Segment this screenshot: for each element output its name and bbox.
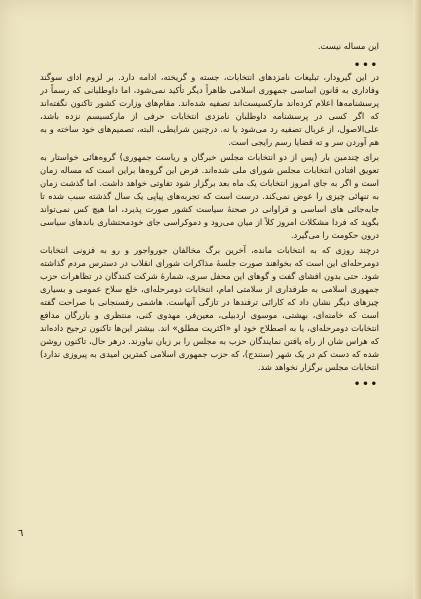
section-separator: •••: [353, 60, 379, 71]
section-separator-end: •••: [353, 379, 379, 390]
intro-line: این مساله نیست.: [317, 41, 379, 51]
page-number: ٦: [18, 528, 24, 539]
article-body: [40, 40, 379, 560]
page-edge-shadow: [413, 0, 421, 599]
paragraph-3: درچند روزی که به انتخابات مانده، آخرین برگ مخالفان جورواجور و رو به فزونی انتخابات دومرحله‌ای این است که بخواهند صورت جلسهٔ مذاکرات شورای انقلاب در دسترس مردم گذاشته شود. حتی بدون افشای گفت و گوهای این محفل سری، شمارهٔ شرکت کنندگان در تظاهرات حزب جمهوری اسلامی به طرفداری از سلامتی امام، انتخابات دومرحله‌ای، خلع سلاح عمومی و بسیاری چیزهای دیگر نشان داد که کارائی ترفندها در تازگی آنهاست. هاشمی رفسنجانی با صراحت گفته است که خامنه‌ای، بهشتی، موسوی اردبیلی، معین‌فر، مهدوی کنی، منتظری و بازرگان مدافع انتخابات دومرحله‌ای، یا به اصطلاح خود او «اکثریت مطلق» اند. بیشتر این‌ها تاکنون ترجیح داده‌اند که هراس شان از راه یافتن نمایندگان حزب به مجلس را بر زبان نیاورند. درهر حال، تاکنون روشن شده که دست کم در یک شهر (سنندج)، که حزب جمهوری اسلامی کمترین امیدی به پیروزی ندارد) انتخابات مجلس برگزار نخواهد شد.: [40, 245, 379, 372]
paragraph-1: در این گیرودار، تبلیغات نامزدهای انتخابات، جسته و گریخته، ادامه دارد. بر لزوم ادای سوگند وفاداری به قانون اساسی جمهوری اسلامی ظاهراً دیگر تأکید نمی‌شود، اما داوطلبانی که رسماً در پرسشنامه‌ها اعلام کرده‌اند مارکسیست‌اند تصفیه شده‌اند. مقام‌های وزارت کشور تاکنون نگفته‌اند که اگر کسی در پرسشنامه داوطلبان نامزدی انتخابات حرفی از مارکسیسم نزده باشد، علی‌الاصول، از غربال تصفیه رد می‌شود یا نه. درچنین شرایطی، البته، تصمیم‌های خود ساخته و به هم آوردن سر و ته قضایا رسم رایجی است.: [40, 72, 379, 147]
paragraph-2: برای چندمین بار (پس از دو انتخابات مجلس خبرگان و ریاست جمهوری) گروه‌هائی خواستار به تعویق افتادن انتخابات مجلس شورای ملی شده‌اند. فرض این گروه‌ها براین است که مساله زمان است و اگر به جای امروز انتخابات یک ماه بعد برگزار شود تفاوتی خواهد داشت. اما گذشت زمان به تنهائی چیزی را عوض نمی‌کند. درست است که تجربه‌های پیاپی یک سال گذشته سبب شده تا جابه‌جائی های اساسی و فراوانی در صحنهٔ سیاست کشور صورت پذیرد، اما هیچ کس نمی‌تواند بگوید که فردا مشکلات امروز کلاً از میان می‌رود و دموکراسی جای خودمحتشاری باندهای سیاسی درون حکومت را می‌گیرد.: [40, 152, 379, 240]
